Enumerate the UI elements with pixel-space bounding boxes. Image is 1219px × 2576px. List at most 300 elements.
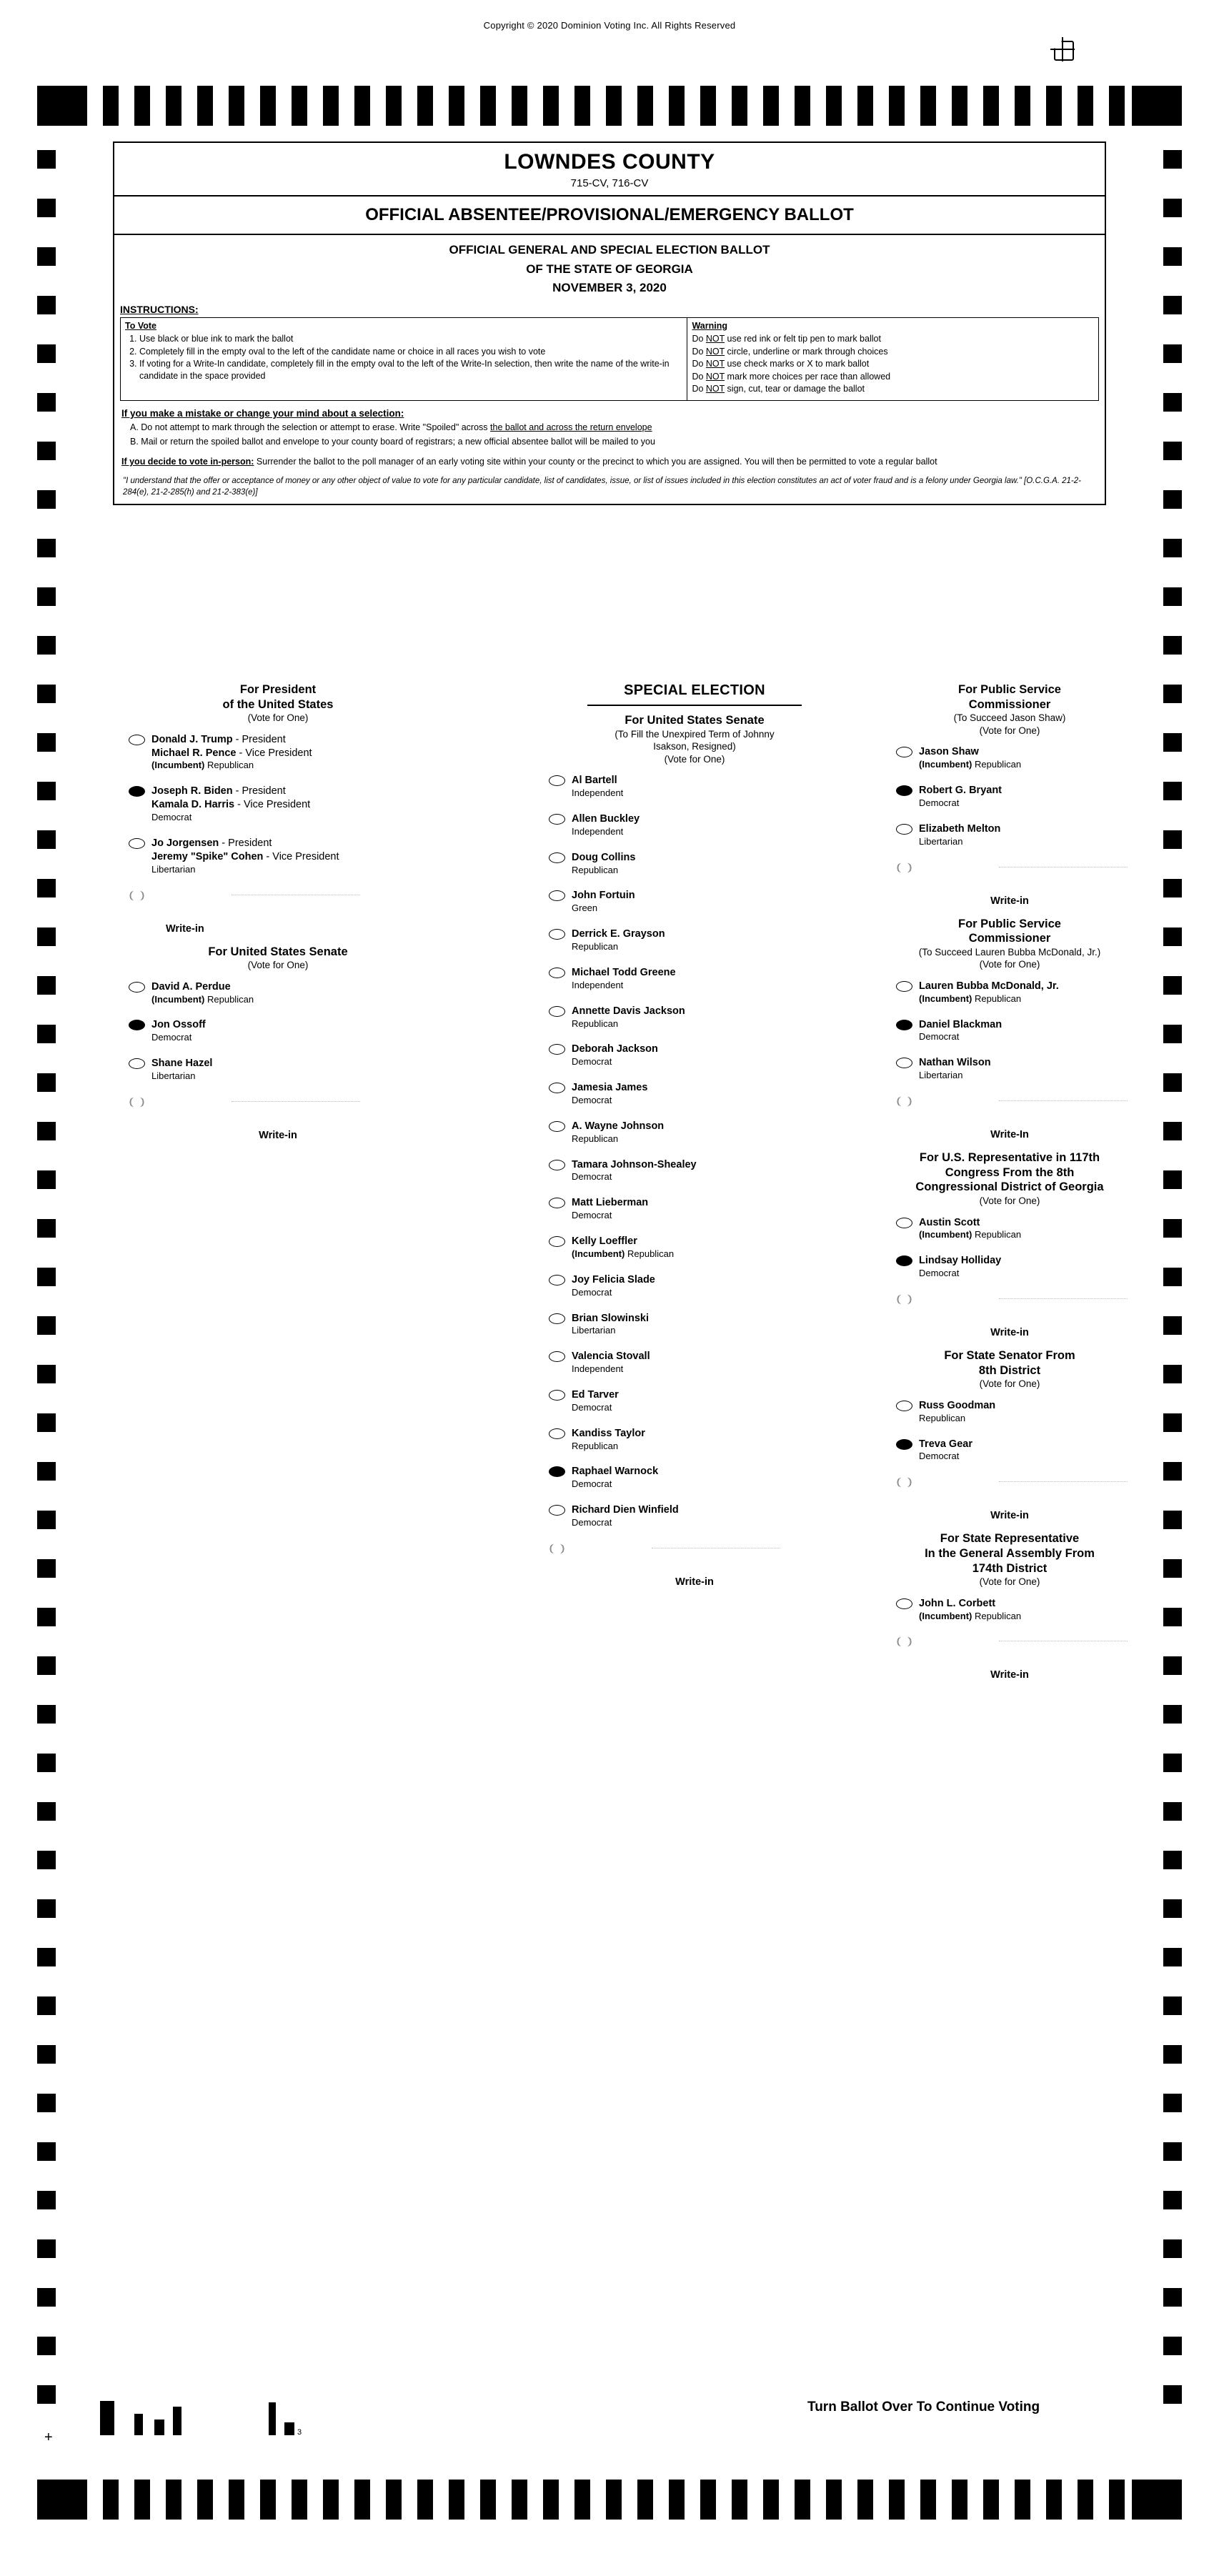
running-mate-name: Jeremy "Spike" Cohen - Vice President: [151, 850, 339, 862]
vote-oval-filled[interactable]: [896, 1439, 912, 1450]
vote-oval-filled[interactable]: [896, 1255, 912, 1266]
candidate-option[interactable]: [892, 1056, 1128, 1082]
timing-mark: [37, 1948, 56, 1966]
candidate-option[interactable]: [124, 1057, 432, 1083]
candidate-name: David A. Perdue: [151, 980, 231, 993]
vote-oval[interactable]: [549, 1044, 565, 1055]
candidate-option[interactable]: [544, 1235, 845, 1260]
timing-mark: [1163, 1462, 1182, 1481]
alignment-plus-mark: +: [44, 2430, 53, 2445]
candidate-option[interactable]: [544, 1350, 845, 1376]
candidate-option[interactable]: [892, 1018, 1128, 1044]
timing-mark: [292, 2480, 307, 2520]
timing-mark: [1163, 539, 1182, 557]
candidate-name: Nathan Wilson: [919, 1057, 991, 1069]
timing-mark: [1163, 587, 1182, 606]
candidate-party: Republican: [572, 864, 619, 875]
candidate-option[interactable]: [544, 1120, 845, 1145]
write-in-line[interactable]: [999, 1298, 1128, 1299]
timing-mark: [37, 2385, 56, 2404]
candidate-party: Republican: [572, 941, 619, 953]
timing-mark: [543, 2480, 559, 2520]
timing-mark: [1163, 1511, 1182, 1529]
contest-title: Commissioner: [968, 932, 1051, 945]
vote-oval[interactable]: [129, 890, 145, 901]
timing-mark: [1078, 86, 1093, 126]
timing-mark: [512, 86, 527, 126]
timing-mark: [197, 86, 213, 126]
write-in-label: Write-in: [675, 1576, 714, 1588]
contest-header-psc-shaw: [892, 682, 1128, 737]
timing-mark: [37, 1073, 56, 1092]
candidate-name: Tamara Johnson-Shealey: [572, 1158, 697, 1170]
timing-mark: [1163, 296, 1182, 314]
timing-mark: [1163, 1219, 1182, 1238]
vote-oval-filled[interactable]: [549, 1466, 565, 1477]
write-in-option[interactable]: [892, 861, 1128, 882]
vote-oval[interactable]: [549, 814, 565, 825]
timing-mark: [37, 1170, 56, 1189]
timing-mark: [417, 2480, 433, 2520]
to-vote-title: To Vote: [125, 320, 156, 331]
in-person-label: If you decide to vote in-person:: [121, 457, 254, 467]
timing-end-block: [37, 2480, 87, 2520]
timing-mark: [1163, 199, 1182, 217]
vote-oval[interactable]: [549, 1236, 565, 1247]
ballot-id-barcode: [86, 2394, 400, 2435]
candidate-party: (Incumbent) Republican: [151, 760, 254, 771]
timing-mark: [1163, 344, 1182, 363]
ballot-columns: [113, 682, 1106, 2376]
timing-mark: [795, 86, 810, 126]
contest-title: For President: [239, 683, 317, 696]
timing-mark: [1163, 928, 1182, 946]
warning-title: Warning: [692, 320, 727, 331]
vote-oval[interactable]: [129, 1097, 145, 1108]
vote-oval[interactable]: [549, 1543, 565, 1554]
candidate-name: Elizabeth Melton: [919, 822, 1001, 835]
timing-mark: [37, 1656, 56, 1675]
timing-mark: [1163, 1073, 1182, 1092]
candidate-name: Michael Todd Greene: [572, 966, 676, 978]
candidate-name: Kelly Loeffler: [572, 1235, 637, 1248]
timing-mark: [292, 86, 307, 126]
special-election-divider: [587, 705, 802, 706]
candidate-party: Democrat: [919, 1451, 960, 1462]
vote-oval[interactable]: [549, 1121, 565, 1132]
timing-mark: [1163, 1754, 1182, 1772]
candidate-name: Donald J. Trump - President: [151, 733, 286, 745]
vote-oval[interactable]: [549, 929, 565, 940]
timing-mark: [480, 86, 496, 126]
timing-mark: [1163, 1996, 1182, 2015]
timing-mark: [449, 2480, 464, 2520]
candidate-option[interactable]: [892, 784, 1128, 810]
candidate-option[interactable]: [544, 1273, 845, 1299]
contest-instruction: (Vote for One): [979, 725, 1040, 736]
candidate-option[interactable]: [544, 1158, 845, 1184]
candidate-option[interactable]: [544, 928, 845, 953]
candidate-party: Libertarian: [151, 863, 196, 875]
timing-mark: [37, 393, 56, 412]
contest-title: 8th District: [978, 1363, 1041, 1377]
timing-mark: [37, 1802, 56, 1821]
vote-oval[interactable]: [549, 1428, 565, 1439]
write-in-line[interactable]: [999, 1481, 1128, 1482]
timing-mark: [134, 86, 150, 126]
timing-end-block: [1132, 86, 1182, 126]
write-in-line[interactable]: [999, 1100, 1128, 1101]
candidate-party: Democrat: [151, 812, 192, 823]
candidate-option[interactable]: [124, 980, 432, 1006]
timing-mark: [1163, 2239, 1182, 2258]
vote-oval-filled[interactable]: [129, 786, 145, 797]
timing-end-block: [1132, 2480, 1182, 2520]
timing-mark: [37, 782, 56, 800]
timing-mark: [1163, 2337, 1182, 2355]
candidate-name: Allen Buckley: [572, 813, 640, 825]
copyright-notice: Copyright © 2020 Dominion Voting Inc. All Rights Reserved: [483, 20, 736, 31]
candidate-name: Jo Jorgensen - President: [151, 837, 272, 849]
contest-title: Congress From the 8th: [945, 1165, 1075, 1179]
candidate-party: Democrat: [572, 1171, 612, 1183]
timing-mark: [1163, 1851, 1182, 1869]
timing-mark: [1163, 2142, 1182, 2161]
candidate-name: Lauren Bubba McDonald, Jr.: [919, 980, 1059, 992]
candidate-option[interactable]: [544, 1196, 845, 1222]
timing-mark: [37, 2094, 56, 2112]
candidate-name: Brian Slowinski: [572, 1312, 649, 1324]
timing-mark: [37, 247, 56, 266]
contest-title: 174th District: [972, 1561, 1048, 1575]
candidate-party: Independent: [572, 1363, 624, 1375]
vote-oval-filled[interactable]: [129, 1020, 145, 1030]
vote-oval[interactable]: [129, 982, 145, 993]
warning-column: [687, 318, 1098, 400]
candidate-name: Robert G. Bryant: [919, 785, 1002, 797]
candidate-name: Jason Shaw: [919, 746, 979, 758]
write-in-option[interactable]: [544, 1542, 845, 1563]
candidate-party: (Incumbent) Republican: [572, 1248, 675, 1259]
vote-oval[interactable]: [896, 1096, 912, 1107]
timing-mark: [37, 1899, 56, 1918]
candidate-party: (Incumbent) Republican: [919, 993, 1022, 1004]
timing-mark: [1163, 636, 1182, 655]
candidate-option[interactable]: [544, 889, 845, 915]
candidate-party: Democrat: [572, 1517, 612, 1528]
candidate-option[interactable]: [892, 822, 1128, 848]
vote-oval[interactable]: [549, 968, 565, 978]
candidate-name: Joy Felicia Slade: [572, 1273, 655, 1285]
warning-list: [692, 333, 1094, 395]
candidate-option[interactable]: [544, 1005, 845, 1030]
candidate-option[interactable]: [544, 774, 845, 800]
candidate-option[interactable]: [544, 1312, 845, 1338]
ballot-subtitle-line2: OF THE STATE OF GEORGIA: [526, 262, 693, 276]
candidate-option[interactable]: [544, 1465, 845, 1491]
timing-mark: [37, 150, 56, 169]
candidate-option[interactable]: [124, 1018, 432, 1044]
contest-instruction: Isakson, Resigned): [653, 741, 736, 752]
timing-mark: [37, 928, 56, 946]
timing-mark: [37, 199, 56, 217]
vote-oval[interactable]: [549, 890, 565, 901]
write-in-label: Write-in: [990, 1669, 1029, 1681]
registration-crosshair-icon: [1050, 37, 1075, 61]
running-mate-name: Michael R. Pence - Vice President: [151, 747, 312, 759]
vote-oval[interactable]: [896, 1401, 912, 1411]
timing-mark: [134, 2480, 150, 2520]
write-in-option[interactable]: [892, 1095, 1128, 1116]
timing-mark: [983, 86, 999, 126]
timing-mark: [37, 1365, 56, 1383]
contest-title: For United States Senate: [625, 714, 765, 727]
contest-instruction: (Vote for One): [664, 753, 725, 765]
warning-item: Do NOT use check marks or X to mark ballot: [692, 359, 870, 369]
candidate-option[interactable]: [892, 1254, 1128, 1280]
timing-mark: [37, 830, 56, 849]
vote-oval[interactable]: [549, 1275, 565, 1285]
contest-header-us-rep-8: [892, 1150, 1128, 1207]
ballot-column-left: [124, 682, 432, 1151]
timing-mark: [574, 86, 590, 126]
timing-mark: [37, 2288, 56, 2307]
timing-mark: [826, 86, 842, 126]
vote-oval[interactable]: [549, 1313, 565, 1324]
timing-mark: [732, 2480, 747, 2520]
write-in-option[interactable]: [124, 889, 432, 910]
candidate-option[interactable]: [892, 980, 1128, 1005]
ballot-subtitle-line1: OFFICIAL GENERAL AND SPECIAL ELECTION BALLOT: [449, 243, 770, 257]
timing-mark: [37, 539, 56, 557]
candidate-party: (Incumbent) Republican: [919, 759, 1022, 770]
candidate-option[interactable]: [544, 812, 845, 838]
vote-oval[interactable]: [896, 862, 912, 873]
cv-codes: 715-CV, 716-CV: [570, 177, 649, 189]
timing-mark: [700, 2480, 716, 2520]
contest-instruction: (To Fill the Unexpired Term of Johnny: [615, 728, 775, 740]
vote-oval[interactable]: [896, 747, 912, 757]
timing-mark: [37, 2239, 56, 2258]
candidate-option[interactable]: [544, 966, 845, 992]
timing-mark: [37, 1559, 56, 1578]
vote-oval[interactable]: [549, 1006, 565, 1017]
timing-mark: [606, 2480, 622, 2520]
timing-mark: [37, 1219, 56, 1238]
ballot-header: [113, 141, 1106, 505]
vote-oval[interactable]: [549, 1198, 565, 1208]
vote-oval[interactable]: [896, 1218, 912, 1228]
timing-mark: [37, 976, 56, 995]
contest-instruction: (Vote for One): [979, 1576, 1040, 1588]
candidate-name: Jamesia James: [572, 1082, 648, 1094]
timing-mark: [1163, 1122, 1182, 1140]
contest-title: Commissioner: [968, 697, 1051, 711]
timing-mark: [857, 2480, 873, 2520]
contest-title: For Public Service: [958, 683, 1061, 696]
timing-mark: [37, 1608, 56, 1626]
candidate-option[interactable]: [892, 1438, 1128, 1463]
timing-mark: [1015, 2480, 1030, 2520]
timing-mark: [700, 86, 716, 126]
candidate-option[interactable]: [544, 851, 845, 877]
timing-mark: [637, 86, 653, 126]
vote-oval[interactable]: [549, 775, 565, 786]
contest-header-psc-mcdonald: [892, 917, 1128, 971]
barcode-label: 3: [297, 2428, 302, 2437]
vote-oval[interactable]: [549, 1390, 565, 1401]
write-in-label: Write-in: [259, 1129, 297, 1141]
write-in-line[interactable]: [232, 1101, 360, 1102]
mistake-title: If you make a mistake or change your mind about a selection:: [121, 407, 404, 419]
timing-mark: [166, 86, 181, 126]
write-in-option[interactable]: [892, 1293, 1128, 1314]
timing-mark: [889, 86, 905, 126]
candidate-name: Daniel Blackman: [919, 1018, 1002, 1030]
mistake-option-b: B. Mail or return the spoiled ballot and envelope to your county board of registrars; a new official absentee ballot will be mailed to you: [130, 437, 655, 447]
write-in-option[interactable]: [124, 1095, 432, 1117]
timing-mark: [606, 86, 622, 126]
write-in-label: Write-in: [990, 1326, 1029, 1338]
timing-mark: [166, 2480, 181, 2520]
write-in-option[interactable]: [892, 1476, 1128, 1497]
in-person-text: Surrender the ballot to the poll manager of an early voting site within your county or the precinct to which you are assigned. You will then be permitted to vote a regular ballot: [254, 457, 937, 467]
vote-oval[interactable]: [549, 852, 565, 863]
candidate-party: Independent: [572, 787, 624, 799]
timing-mark: [952, 86, 967, 126]
write-in-label: Write-in: [990, 895, 1029, 907]
contest-instruction: (Vote for One): [979, 959, 1040, 970]
timing-mark: [37, 1754, 56, 1772]
vote-oval[interactable]: [549, 1160, 565, 1170]
vote-oval[interactable]: [549, 1083, 565, 1093]
candidate-name: Austin Scott: [919, 1216, 980, 1228]
contest-header-state-rep-174: [892, 1531, 1128, 1588]
timing-mark: [857, 86, 873, 126]
candidate-name: Treva Gear: [919, 1438, 972, 1450]
timing-mark: [37, 733, 56, 752]
running-mate-name: Kamala D. Harris - Vice President: [151, 799, 311, 811]
candidate-option[interactable]: [892, 745, 1128, 771]
candidate-name: Valencia Stovall: [572, 1351, 650, 1363]
candidate-option[interactable]: [544, 1043, 845, 1068]
timing-mark: [37, 1268, 56, 1286]
vote-oval[interactable]: [549, 1351, 565, 1362]
contest-instruction: (Vote for One): [979, 1195, 1040, 1206]
timing-mark: [37, 1462, 56, 1481]
timing-mark: [1163, 442, 1182, 460]
write-in-label: Write-in: [166, 923, 204, 935]
candidate-name: Russ Goodman: [919, 1399, 996, 1411]
candidate-party: Republican: [572, 1440, 619, 1451]
timing-mark: [37, 296, 56, 314]
contest-title: For Public Service: [958, 917, 1061, 930]
timing-mark: [1163, 1268, 1182, 1286]
timing-mark: [386, 86, 402, 126]
timing-mark: [1163, 830, 1182, 849]
timing-mark: [1163, 247, 1182, 266]
timing-mark: [637, 2480, 653, 2520]
candidate-option[interactable]: [892, 1216, 1128, 1242]
vote-oval-filled[interactable]: [896, 785, 912, 796]
vote-oval[interactable]: [896, 824, 912, 835]
timing-mark: [37, 685, 56, 703]
timing-mark: [37, 2191, 56, 2209]
candidate-party: Libertarian: [151, 1070, 196, 1082]
candidate-party: Democrat: [572, 1401, 612, 1413]
candidate-option[interactable]: [544, 1081, 845, 1107]
timing-mark: [37, 636, 56, 655]
candidate-name: John L. Corbett: [919, 1597, 996, 1609]
vote-oval[interactable]: [896, 1294, 912, 1305]
vote-oval[interactable]: [129, 735, 145, 745]
write-in-option[interactable]: [892, 1635, 1128, 1656]
candidate-party: Republican: [919, 1412, 966, 1423]
timing-mark: [1163, 1365, 1182, 1383]
candidate-name: Deborah Jackson: [572, 1043, 658, 1055]
timing-mark: [1163, 733, 1182, 752]
candidate-option[interactable]: [124, 785, 432, 824]
vote-oval[interactable]: [129, 1058, 145, 1069]
vote-oval[interactable]: [896, 1477, 912, 1488]
vote-oval[interactable]: [549, 1505, 565, 1516]
candidate-option[interactable]: [544, 1427, 845, 1453]
candidate-party: Democrat: [919, 797, 960, 808]
vote-oval-filled[interactable]: [896, 1020, 912, 1030]
to-vote-list: [125, 333, 682, 382]
timing-mark: [37, 1122, 56, 1140]
vote-oval[interactable]: [896, 1636, 912, 1647]
candidate-name: Jon Ossoff: [151, 1019, 206, 1031]
candidate-name: Ed Tarver: [572, 1389, 619, 1401]
candidate-name: Richard Dien Winfield: [572, 1504, 679, 1516]
timing-mark: [1163, 1170, 1182, 1189]
timing-mark: [1078, 2480, 1093, 2520]
contest-title: For State Senator From: [944, 1348, 1075, 1362]
vote-oval[interactable]: [896, 1598, 912, 1609]
candidate-option[interactable]: [892, 1597, 1128, 1623]
timing-mark: [1163, 2094, 1182, 2112]
timing-mark: [37, 1851, 56, 1869]
candidate-option[interactable]: [544, 1503, 845, 1529]
timing-mark: [1163, 2045, 1182, 2064]
timing-mark: [543, 86, 559, 126]
candidate-name: Kandiss Taylor: [572, 1427, 645, 1439]
timing-mark: [763, 2480, 779, 2520]
vote-oval[interactable]: [129, 838, 145, 849]
vote-oval[interactable]: [896, 1058, 912, 1068]
barcode-bit: [134, 2414, 143, 2435]
special-election-banner: SPECIAL ELECTION: [624, 682, 765, 698]
timing-marks-top: [37, 86, 1182, 126]
timing-mark: [1163, 1656, 1182, 1675]
candidate-option[interactable]: [544, 1388, 845, 1414]
timing-mark: [449, 86, 464, 126]
vote-oval[interactable]: [896, 981, 912, 992]
barcode-bit: [269, 2402, 276, 2435]
in-person-instruction: [114, 452, 1105, 472]
candidate-name: Derrick E. Grayson: [572, 928, 665, 940]
candidate-option[interactable]: [892, 1399, 1128, 1425]
candidate-option[interactable]: [124, 837, 432, 876]
timing-mark: [417, 86, 433, 126]
barcode-bit: [284, 2422, 294, 2435]
candidate-name: Raphael Warnock: [572, 1466, 659, 1478]
candidate-party: Libertarian: [919, 1070, 963, 1081]
contest-header-us-senate-special: [544, 713, 845, 765]
candidate-option[interactable]: [124, 733, 432, 772]
candidate-name: Joseph R. Biden - President: [151, 785, 286, 797]
